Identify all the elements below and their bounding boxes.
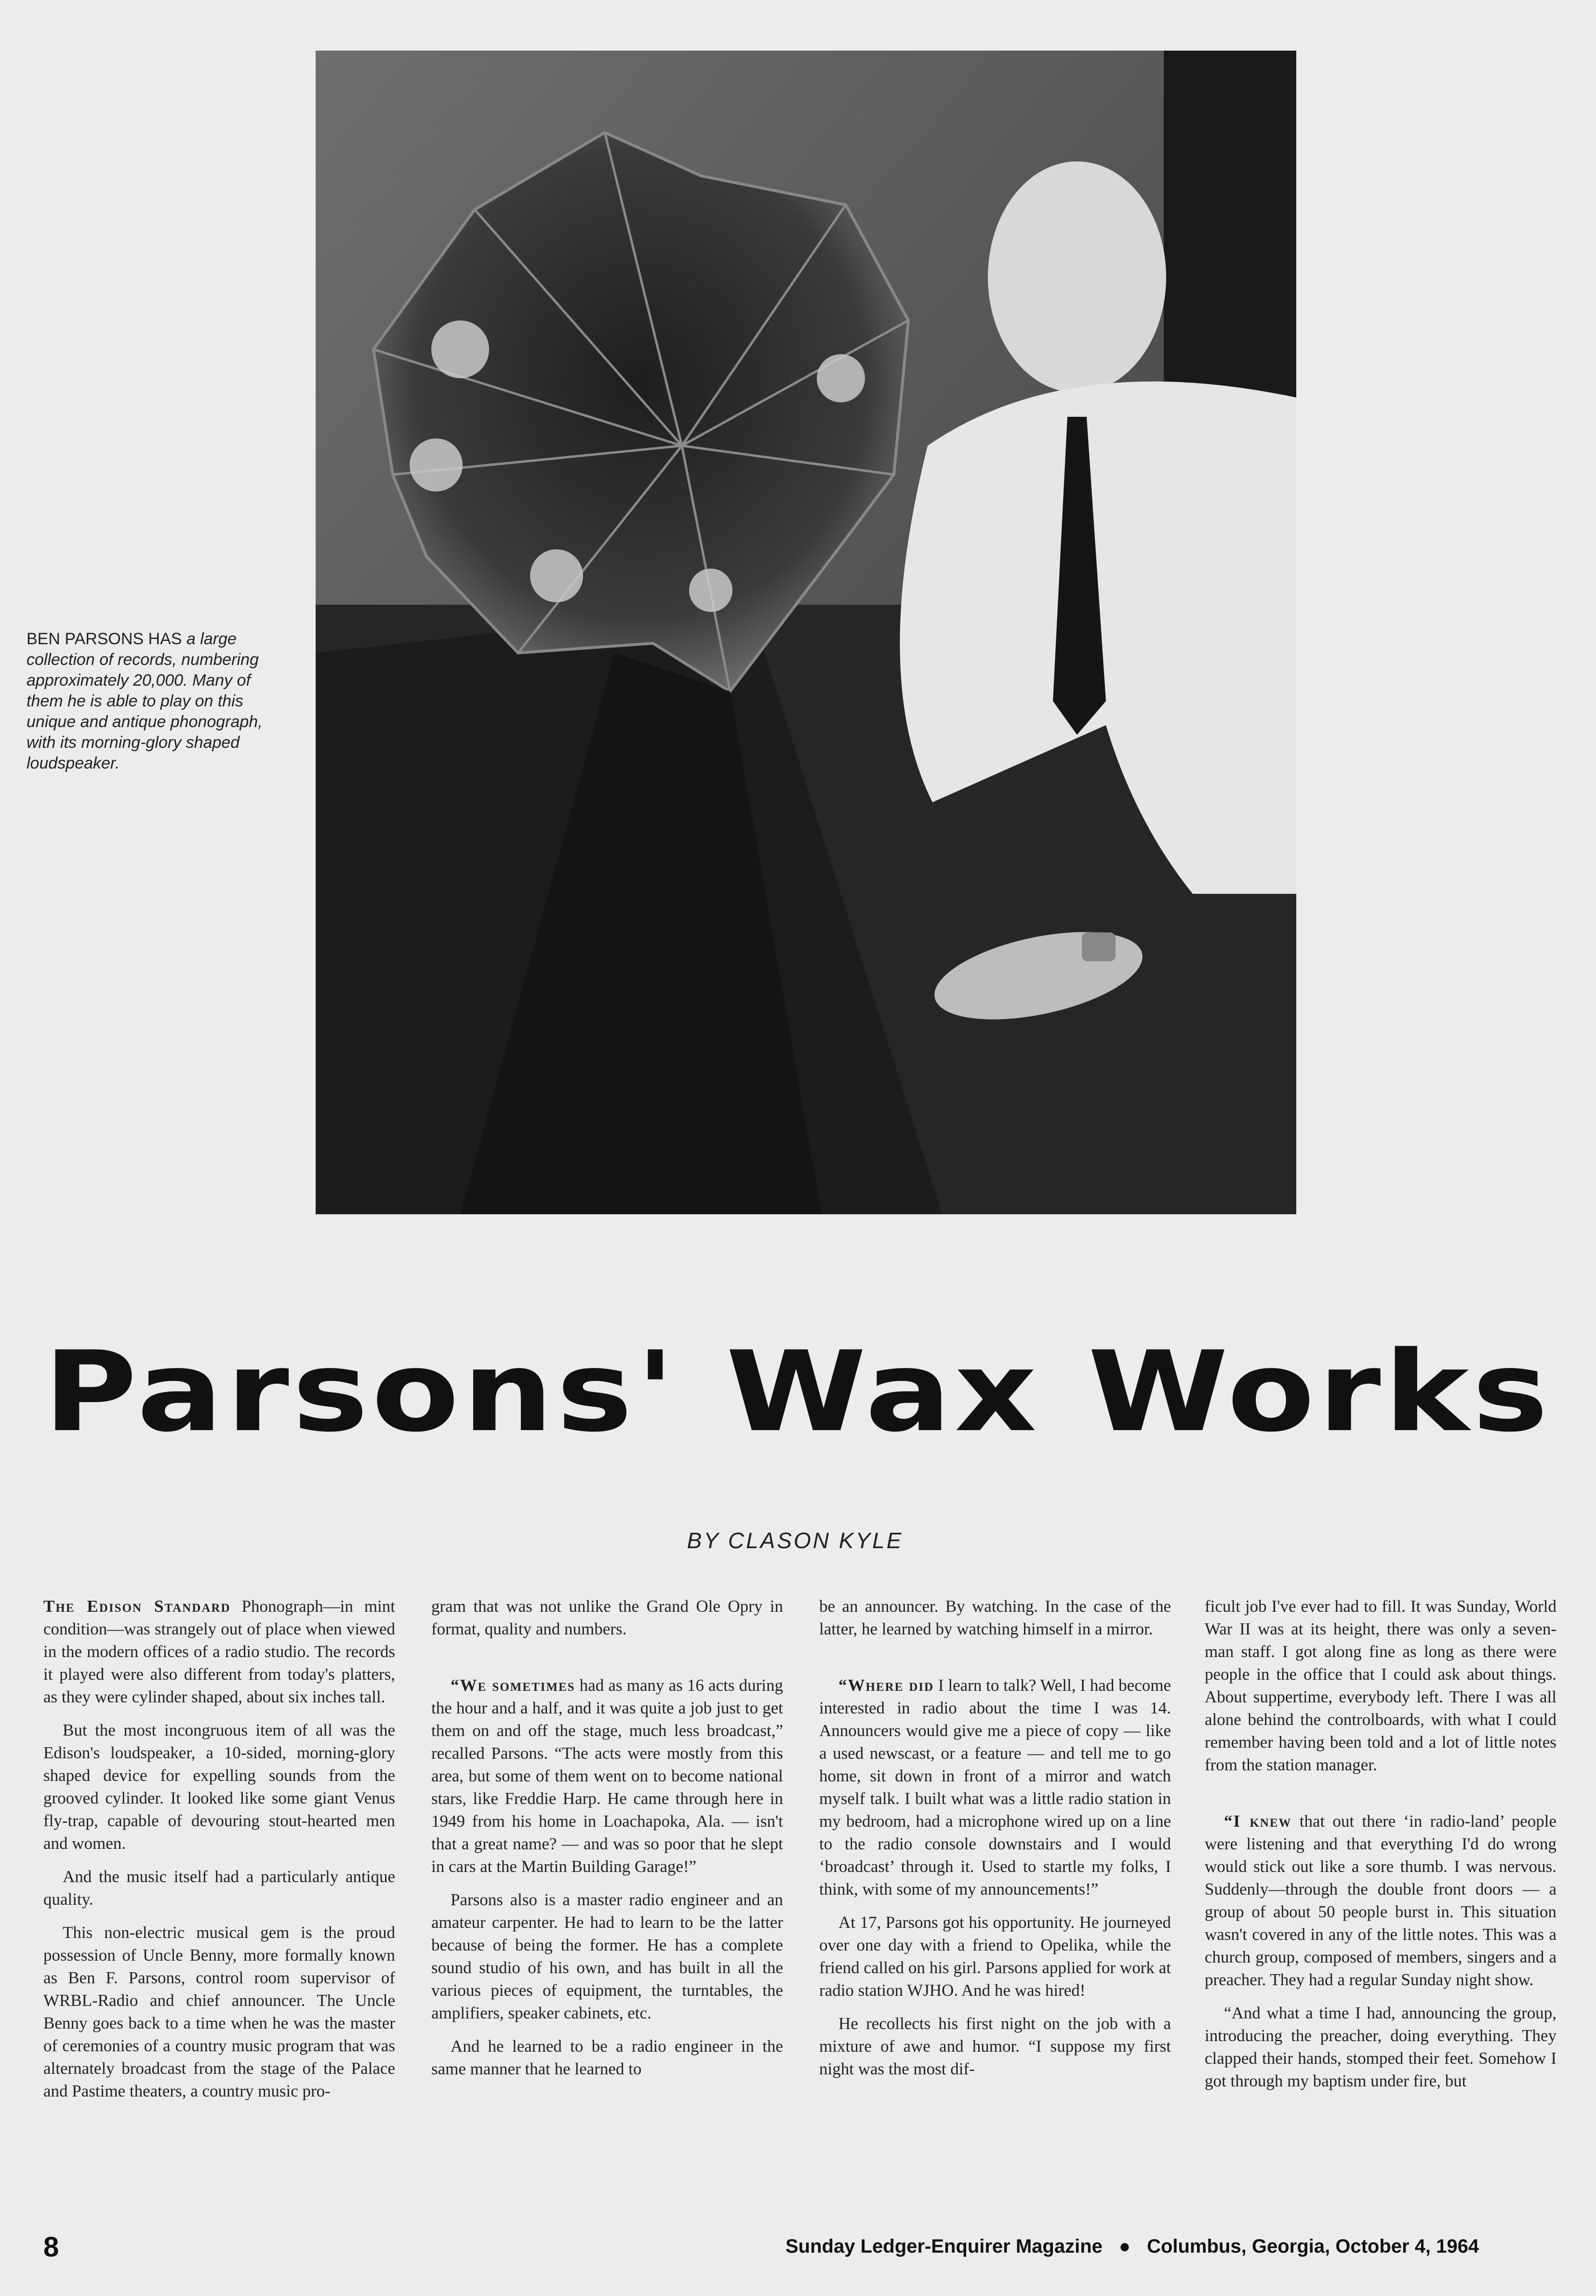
paragraph-text: I learn to talk? Well, I had become interested in radio about the time I was 14. Announcers would give me a piece of copy — like a used newscast, or a feature — and tell me to go home, sit down in front of a mirror and watch myself talk. I built what was a little radio station in my bedroom, had a microphone wired up on a line to the radio console downstairs and I would ‘broadcast’ through it. Used to startle my folks, I think, with some of my announcements!” (819, 1676, 1171, 1898)
paragraph (819, 1674, 1171, 1900)
paragraph-lead: “I knew (1224, 1812, 1292, 1831)
paragraph-lead: “Where did (838, 1676, 934, 1695)
paragraph: And the music itself had a particularly antique quality. (43, 1867, 395, 1909)
photo-caption (27, 629, 277, 774)
paragraph (1205, 1810, 1556, 1991)
paragraph (431, 1674, 783, 1878)
paragraph: And he learned to be a radio engineer in the same manner that he learned to (431, 2037, 783, 2078)
photograph (316, 51, 1296, 1214)
headline: Parsons' Wax Works (43, 1328, 1552, 1457)
dateline: Columbus, Georgia, October 4, 1964 (1147, 2236, 1479, 2257)
page-number: 8 (43, 2231, 59, 2263)
byline: BY CLASON KYLE (687, 1528, 904, 1553)
paragraph (43, 1595, 395, 1708)
paragraph: At 17, Parsons got his opportunity. He journeyed over one day with a friend to Opelika, while the friend called on his girl. Parsons applied for work at radio station WJHO. And he was hired! (819, 1913, 1171, 2000)
paragraph-text: Phonograph—in mint condition—was strangely out of place when viewed in the modern offices of a radio studio. The records it played were also different from today's platters, as they were cylinder shaped, about six inches tall. (43, 1597, 395, 1706)
photograph-man-with-phonograph-horn-icon (316, 51, 1296, 1214)
paragraph-lead: The Edison Standard (43, 1597, 231, 1616)
paragraph-text: that out there ‘in radio-land’ people were listening and that everything I'd do wrong would stick out like a sore thumb. I was nervous. Suddenly—through the double front doors — a group of about 50 people burst in. This situation wasn't covered in any of the little notes. This was a church group, composed of members, singers and a preacher. They had a regular Sunday night show. (1205, 1812, 1556, 1989)
bullet-separator: ● (1118, 2236, 1131, 2257)
paragraph: But the most incongruous item of all was the Edison's loudspeaker, a 10-sided, morning-glory shaped device for expelling sounds from the grooved cylinder. It looked like some giant Venus fly-trap, capable of devouring stout-hearted men and women. (43, 1721, 395, 1853)
paragraph: ficult job I've ever had to fill. It was Sunday, World War II was at its height, there was only a seven-man staff. I got along fine as long as there were people in the office that I could ask about things. About suppertime, everybody left. There I was all alone behind the controlboards, with what I could remember having been told and a lot of little notes from the station manager. (1205, 1597, 1556, 1774)
paragraph: gram that was not unlike the Grand Ole Opry in format, quality and numbers. (431, 1597, 783, 1638)
paragraph: He recollects his first night on the job with a mixture of awe and humor. “I suppose my first night was the most dif- (819, 2014, 1171, 2078)
paragraph: be an announcer. By watching. In the case of the latter, he learned by watching himself in a mirror. (819, 1597, 1171, 1638)
paragraph: “And what a time I had, announcing the group, introducing the preacher, doing everything. They clapped their hands, stomped their feet. Somehow I got through my baptism under fire, but (1205, 2004, 1556, 2090)
paragraph: Parsons also is a master radio engineer and an amateur carpenter. He had to learn to be the latter because of being the former. He has a complete sound studio of his own, and has built in all the various pieces of equipment, the turntables, the amplifiers, speaker cabinets, etc. (431, 1890, 783, 2022)
publication-name: Sunday Ledger-Enquirer Magazine (785, 2236, 1103, 2257)
article-column-2 (431, 1595, 783, 2216)
paragraph: This non-electric musical gem is the proud possession of Uncle Benny, more formally known as Ben F. Parsons, control room supervisor of WRBL-Radio and chief announcer. The Uncle Benny goes back to a time when he was the master of ceremonies of a country music program that was alternately broadcast from the stage of the Palace and Pastime theaters, a country music pro- (43, 1923, 395, 2100)
caption-text: a large collection of records, numbering approximately 20,000. Many of them he is able to play on this unique and antique phonograph, with its morning-glory shaped loudspeaker. (27, 630, 263, 772)
paragraph-text: had as many as 16 acts during the hour and a half, and it was quite a job just to get them on and off the stage, much less broadcast,” recalled Parsons. “The acts were mostly from this area, but some of them went on to become national stars, like Freddie Harp. He came through here in 1949 from his home in Loachapoka, Ala. — isn't that a great name? — and was so poor that he slept in cars at the Martin Building Garage!” (431, 1676, 783, 1876)
article-column-3 (819, 1595, 1171, 2216)
article-column-4 (1205, 1595, 1556, 2216)
paragraph-lead: “We sometimes (451, 1676, 575, 1695)
caption-lead: BEN PARSONS HAS (27, 630, 182, 648)
page-footer (785, 2236, 1556, 2257)
article-column-1 (43, 1595, 395, 2216)
